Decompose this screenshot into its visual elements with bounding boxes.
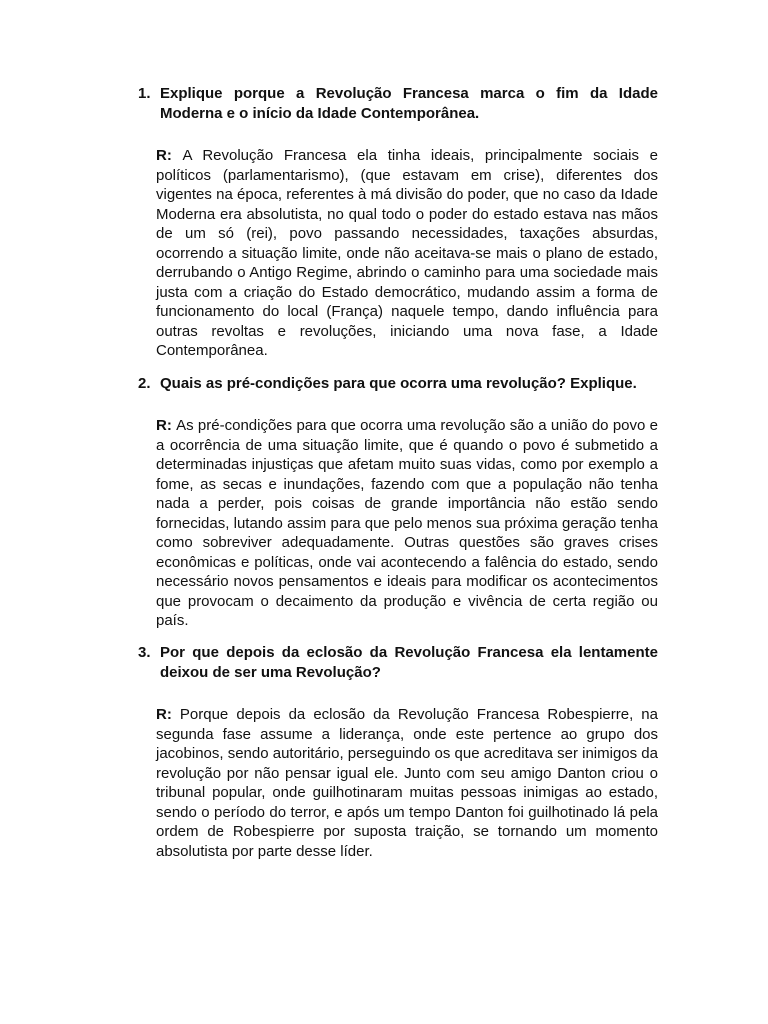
answer-text: A Revolução Francesa ela tinha ideais, principalmente sociais e políticos (parlamentarismo), (que estavam em crise), diferentes dos vigentes na época, referentes à má divisão do poder, que no caso da Idade Moderna era absolutista, no qual todo o poder do estado estava nas mãos de um só (rei), povo passando necessidades, taxações absurdas, ocorrendo a situação limite, onde não aceitava-se mais o plano de estado, derrubando o Antigo Regime, abrindo o caminho para uma sociedade mais justa com a criação do Estado democrático, mudando assim a forma de funcionamento do local (França) naquele tempo, dando influência para outras revoltas e revoluções, iniciando uma nova fase, a Idade Contemporânea. bbox=[156, 147, 658, 359]
question-text: Por que depois da eclosão da Revolução Francesa ela lentamente deixou de ser uma Revolução? bbox=[160, 644, 658, 681]
answer-label: R: bbox=[156, 417, 177, 434]
question-number: 3. bbox=[138, 644, 151, 661]
question-number: 1. bbox=[138, 85, 151, 102]
answer-2 bbox=[156, 416, 658, 631]
question-block-2 bbox=[138, 374, 658, 631]
answer-label: R: bbox=[156, 706, 180, 723]
answer-1 bbox=[156, 146, 658, 361]
answer-3 bbox=[156, 705, 658, 861]
answer-text: As pré-condições para que ocorra uma revolução são a união do povo e a ocorrência de uma situação limite, que é quando o povo é submetido a determinadas injustiças que afetam muito suas vidas, como por exemplo a fome, as secas e inundações, fazendo com que a população não tenha nada a perder, pois coisas de grande importância não estão sendo fornecidas, lutando assim para que pelo menos sua próxima geração tenha como sobreviver adequadamente. Outras questões são graves crises econômicas e políticas, onde vai acontecendo a falência do estado, sendo necessário novos pensamentos e ideais para modificar os acontecimentos que provocam o decaimento da produção e vivência de certa região ou país. bbox=[156, 417, 658, 629]
question-2 bbox=[138, 374, 658, 394]
answer-text: Porque depois da eclosão da Revolução Francesa Robespierre, na segunda fase assume a liderança, onde este pertence ao grupo dos jacobinos, sendo autoritário, perseguindo os que acreditava ser inimigos da revolução por não pensar igual ele. Junto com seu amigo Danton criou o tribunal popular, onde guilhotinaram muitas pessoas inimigas ao estado, sendo o período do terror, e após um tempo Danton foi guilhotinado lá pela ordem de Robespierre por suposta traição, se tornando um momento absolutista por parte desse líder. bbox=[156, 706, 658, 860]
question-1 bbox=[138, 84, 658, 124]
question-3 bbox=[138, 643, 658, 683]
question-text: Quais as pré-condições para que ocorra uma revolução? Explique. bbox=[160, 375, 637, 392]
question-text: Explique porque a Revolução Francesa marca o fim da Idade Moderna e o início da Idade Contemporânea. bbox=[160, 85, 658, 122]
answer-label: R: bbox=[156, 147, 183, 164]
question-number: 2. bbox=[138, 375, 151, 392]
question-block-1 bbox=[138, 84, 658, 361]
question-block-3 bbox=[138, 643, 658, 861]
